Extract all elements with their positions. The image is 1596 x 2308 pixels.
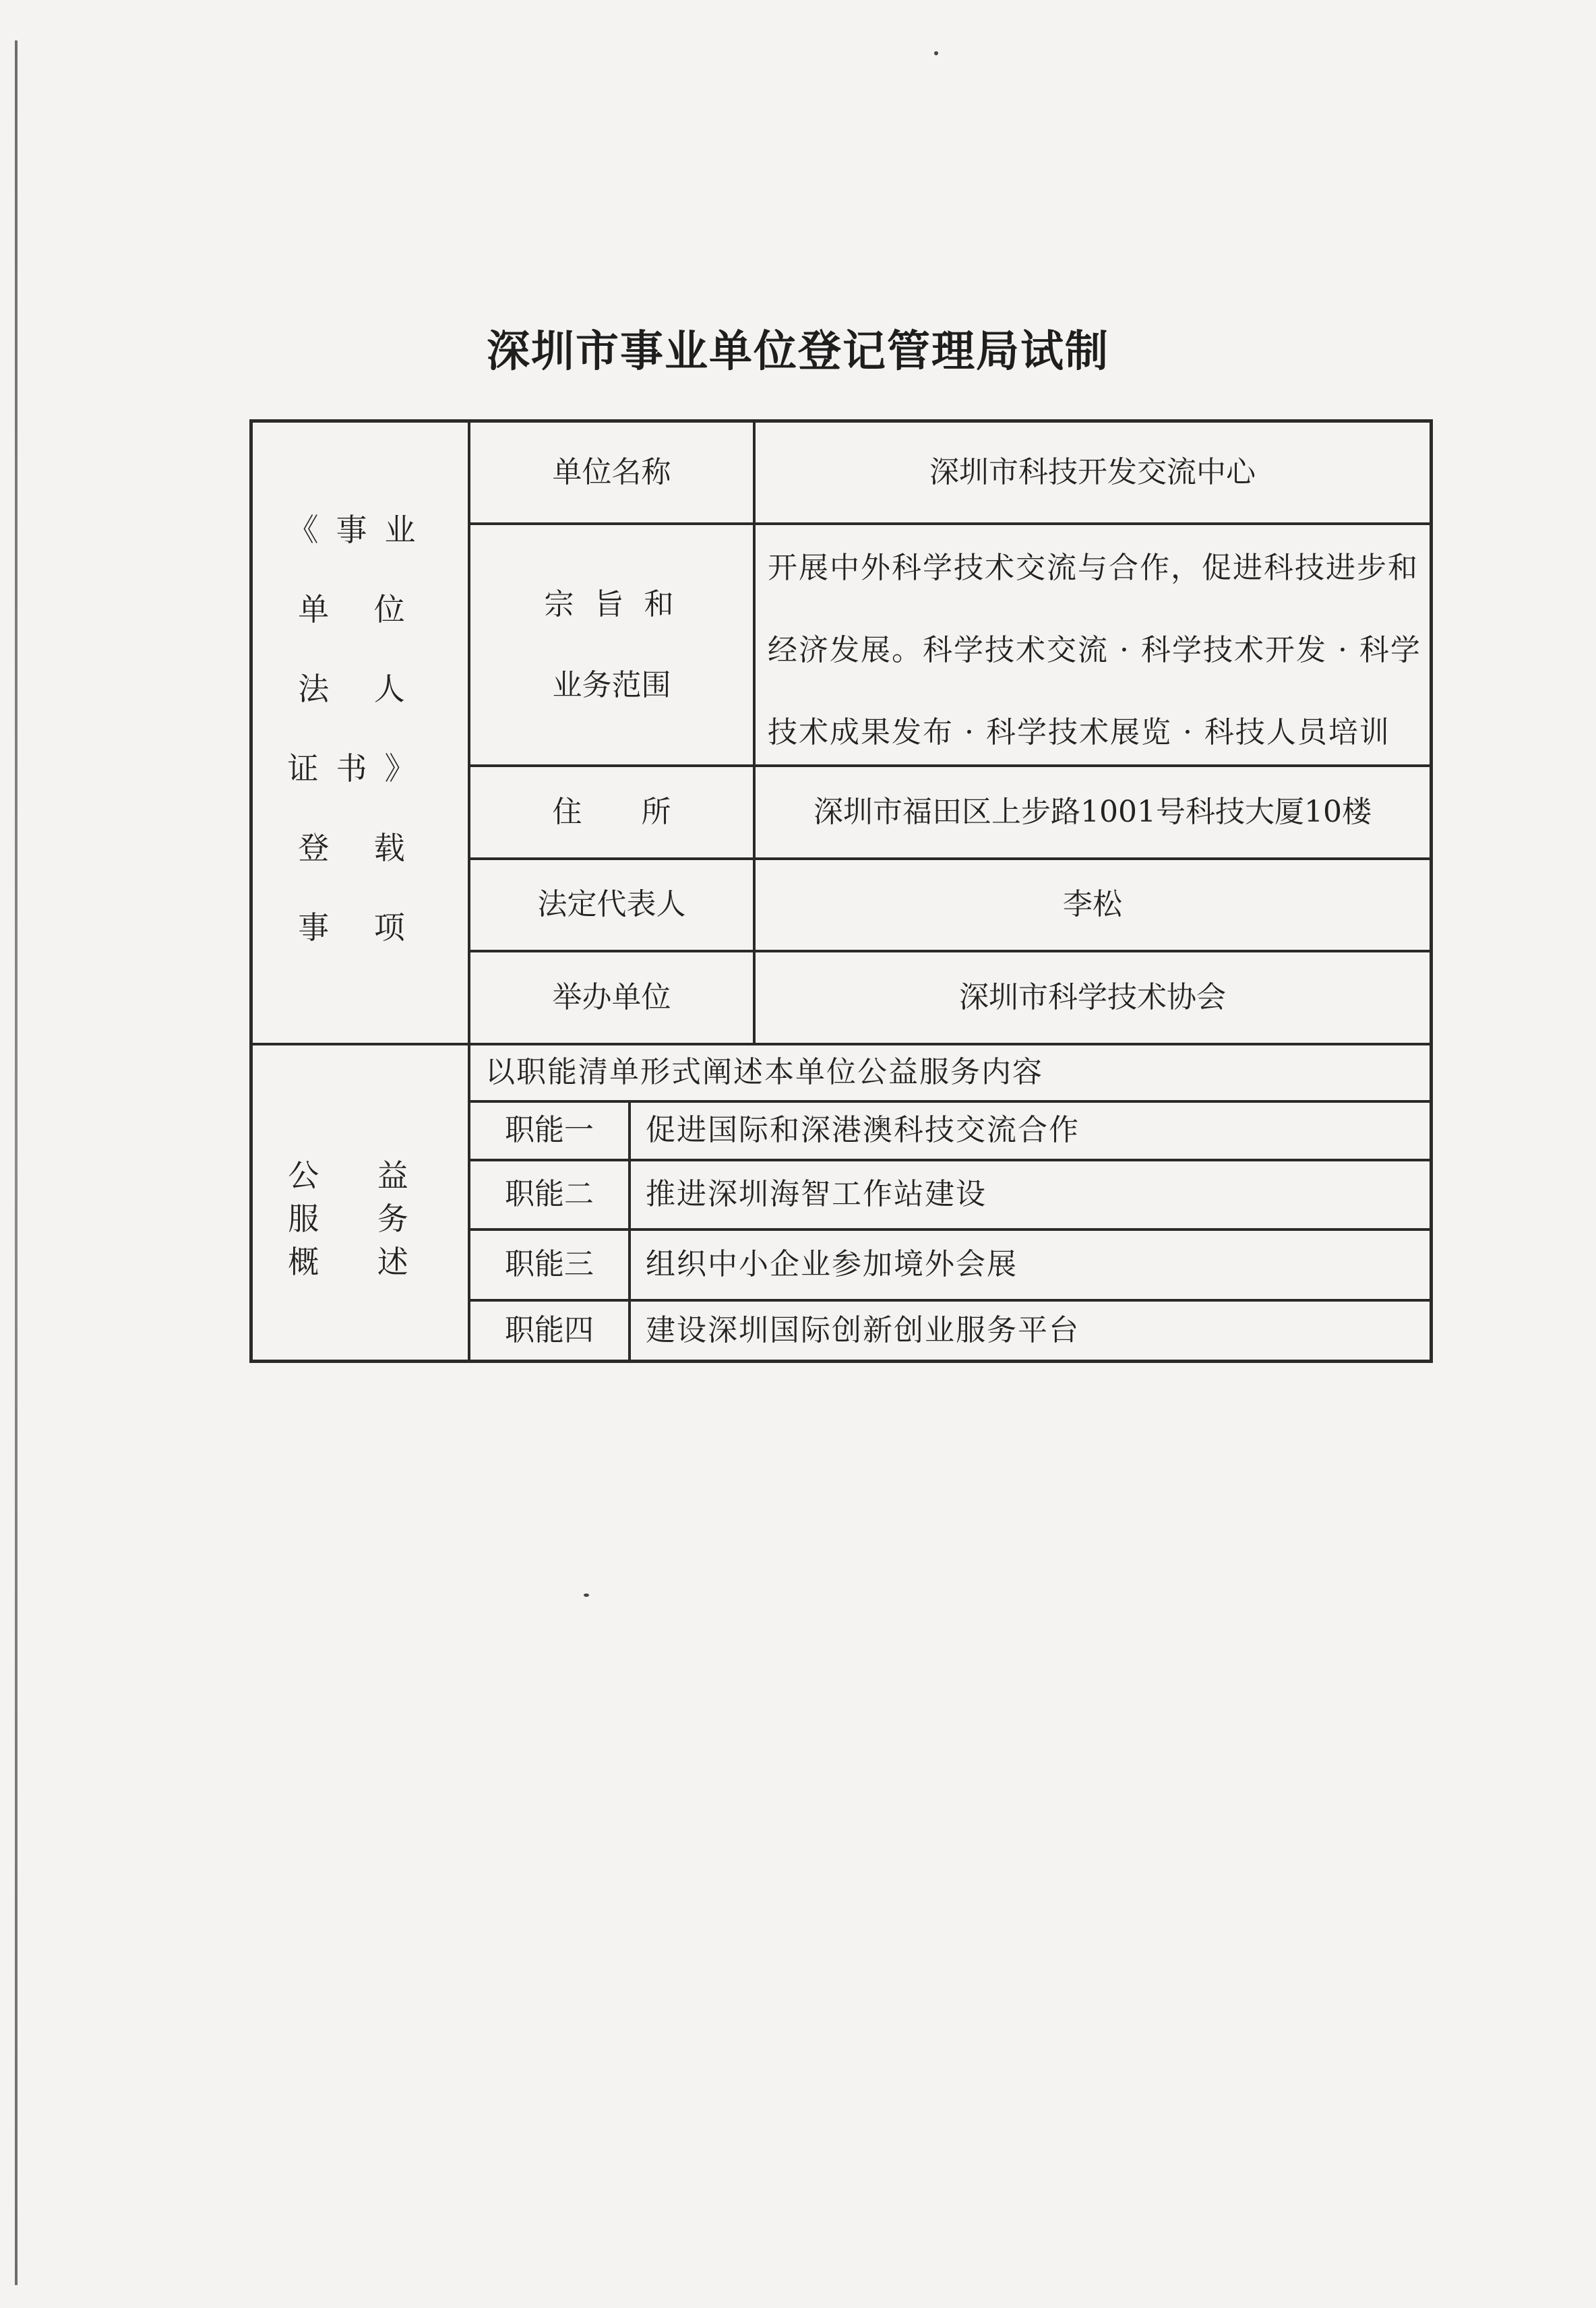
section-label-line: 登 载 [298, 830, 423, 866]
purpose-label-line: 宗 旨 和 [544, 586, 679, 621]
service-label-line: 服 务 [288, 1201, 433, 1237]
function-value: 促进国际和深港澳科技交流合作 [646, 1113, 1080, 1148]
public-service-intro: 以职能清单形式阐述本单位公益服务内容 [485, 1055, 1043, 1090]
scan-speck [934, 51, 938, 55]
function-label: 职能三 [505, 1247, 594, 1282]
section-label-line: 证书》 [287, 750, 433, 787]
section-label-line: 法 人 [298, 671, 423, 707]
purpose-value [768, 527, 1421, 774]
legal-rep-value: 李松 [1063, 887, 1122, 922]
unit-name-value: 深圳市科技开发交流中心 [929, 454, 1256, 489]
scan-speck [584, 1593, 589, 1597]
function-label: 职能四 [505, 1312, 594, 1347]
function-value: 推进深圳海智工作站建设 [646, 1177, 987, 1212]
registration-section-label [253, 490, 468, 967]
purpose-label-line: 业务范围 [552, 667, 671, 702]
unit-name-label: 单位名称 [552, 454, 671, 489]
function-value: 建设深圳国际创新创业服务平台 [646, 1312, 1080, 1347]
purpose-value-line: 经济发展。科学技术交流 · 科学技术开发 · 科学 [768, 633, 1421, 667]
service-label-line: 公 益 [288, 1157, 433, 1194]
purpose-value-line: 技术成果发布 · 科学技术展览 · 科技人员培训 [768, 715, 1390, 750]
registration-form-table [249, 419, 1433, 1363]
function-label: 职能二 [505, 1177, 594, 1212]
address-label: 住 所 [552, 794, 671, 829]
purpose-label [470, 525, 753, 764]
purpose-value-line: 开展中外科学技术交流与合作，促进科技进步和 [768, 551, 1419, 585]
address-value: 深圳市福田区上步路1001号科技大厦10楼 [814, 794, 1372, 829]
function-value: 组织中小企业参加境外会展 [646, 1247, 1018, 1282]
section-label-line: 单 位 [298, 591, 423, 628]
section-label-line: 《事业 [287, 512, 433, 548]
service-label-line: 概 述 [288, 1244, 433, 1280]
sponsor-value: 深圳市科学技术协会 [959, 979, 1226, 1014]
section-label-line: 事 项 [298, 909, 423, 946]
document-title: 深圳市事业单位登记管理局试制 [487, 327, 1109, 377]
function-label: 职能一 [505, 1113, 594, 1148]
legal-rep-label: 法定代表人 [537, 887, 686, 922]
sponsor-label: 举办单位 [552, 979, 671, 1014]
public-service-section-label [253, 1154, 468, 1283]
